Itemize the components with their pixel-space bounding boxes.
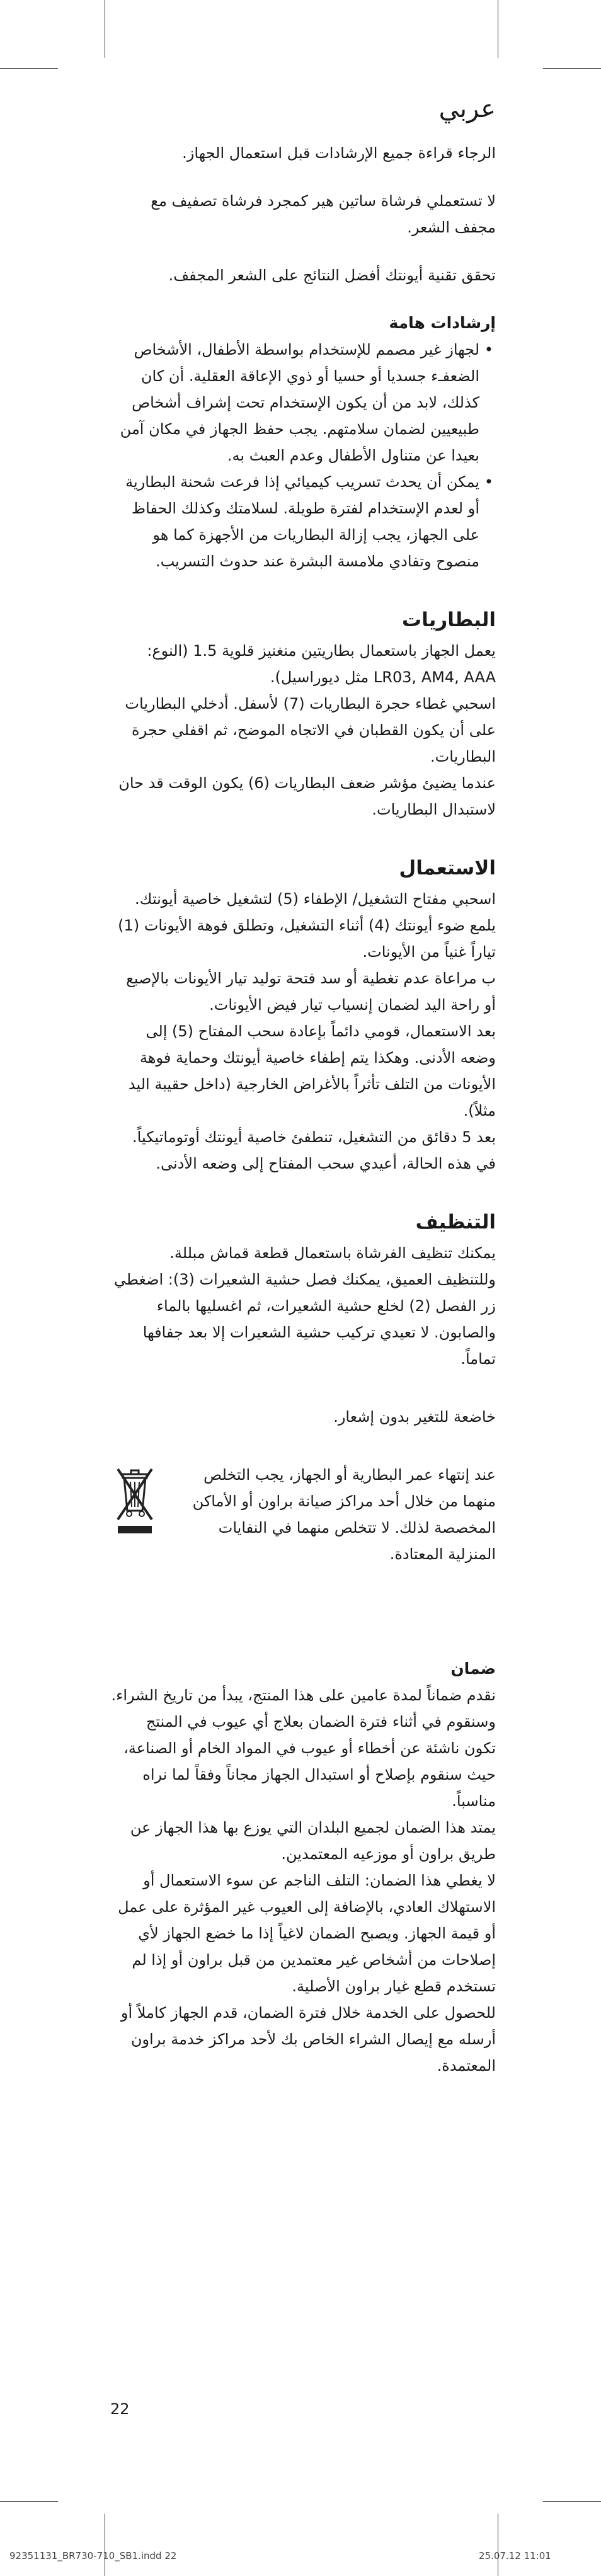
warranty-heading: ضمان	[450, 1659, 496, 1678]
batteries-paragraph: اسحبي غطاء حجرة البطاريات (7) لأسفل. أدخلي البطاريات على أن يكون القطبان في الاتجاه الموضح، ثم اقفلي حجرة البطاريات.	[125, 695, 496, 765]
safety-item: • لجهاز غير مصمم للإستخدام بواسطة الأطفال، الأشخاص الضعفـء جسديا أو حسيا أو ذوي الإعاقة العقلية. أن كان كذلك، لابد من أن يكون الإستخدام تحت إشراف أشخاص طبيعيين لضمان سلامتهم. يجب حفظ الجهاز في مكان آمن بعيدا عن متناول الأطفال وعدم العبث به.	[110, 336, 479, 469]
usage-paragraph: بعد 5 دقائق من التشغيل، تنطفئ خاصية أيونتك أوتوماتيكياً. في هذه الحالة، أعيدي سحب المفتاح إلى وضعه الأدنى.	[132, 1128, 496, 1172]
disposal-text: عند إنتهاء عمر البطارية أو الجهاز، يجب التخلص منهما من خلال أحد مراكز صيانة براون أو الأماكن المخصصة لذلك. لا تتخلص منهما في النفايات المنزلية المعتادة.	[192, 1466, 496, 1563]
warranty-paragraph: لا يغطي هذا الضمان: التلف الناجم عن سوء الاستعمال أو الاستهلاك العادي، بالإضافة إلى العيوب غير المؤثرة على عمل أو قيمة الجهاز. ويصبح الضمان لاغياً إذا ما خضع الجهاز لأي إصلاحات من أشخاص غير معتمدين من قبل براون أو إذا لم تستخدم قطع غيار براون الأصلية.	[118, 1872, 496, 1995]
safety-heading: إرشادات هامة	[389, 314, 496, 332]
footer-file-info: 92351131_BR730-710_SB1.indd 22	[9, 2550, 177, 2562]
batteries-paragraph: يعمل الجهاز باستعمال بطاريتين منغنيز قلوية 1.5 (النوع: LR03, AM4, AAA مثل ديوراسيل).	[147, 642, 496, 686]
notice-text: خاضعة للتغير بدون إشعار.	[333, 1408, 496, 1426]
intro-paragraph: لا تستعملي فرشاة ساتين هير كمجرد فرشاة تصفيف مع مجفف الشعر.	[151, 192, 496, 236]
warranty-paragraph: نقدم ضماناً لمدة عامين على هذا المنتج، يبدأ من تاريخ الشراء. وسنقوم في أثناء فترة الضمان بعلاج أي عيوب في المنتج تكون ناشئة عن أخطاء أو عيوب في المواد الخام أو الصناعة، حيث سنقوم بإصلاح أو استبدال الجهاز مجاناً وفقاً لما نراه مناسباً.	[111, 1686, 496, 1810]
language-title: عربي	[438, 94, 496, 123]
crop-mark	[0, 2501, 58, 2502]
crop-mark	[0, 68, 58, 69]
safety-list	[110, 336, 496, 575]
warranty-paragraph: للحصول على الخدمة خلال فترة الضمان، قدم الجهاز كاملاً أو أرسله مع إيصال الشراء الخاص بك لأحد مراكز خدمة براون المعتمدة.	[120, 2004, 496, 2075]
intro-paragraph: الرجاء قراءة جميع الإرشادات قبل استعمال الجهاز.	[182, 144, 496, 162]
usage-heading: الاستعمال	[399, 857, 496, 879]
batteries-paragraph: عندما يضيئ مؤشر ضعف البطاريات (6) يكون الوقت قد حان لاستبدال البطاريات.	[118, 774, 496, 818]
page-number: 22	[110, 2400, 130, 2418]
footer-date: 25.07.12 11:01	[479, 2550, 551, 2562]
crop-mark	[543, 68, 601, 69]
cleaning-paragraph: يمكنك تنظيف الفرشاة باستعمال قطعة قماش مبللة. وللتنظيف العميق، يمكنك فصل حشية الشعيرات (3): اضغطي زر الفصل (2) لخلع حشية الشعيرات، ثم اغسليها بالماء والصابون. لا تعيدي تركيب حشية الشعيرات إلا بعد جفافها تماماً.	[113, 1244, 496, 1368]
crossed-out-bin-icon	[110, 1467, 159, 1536]
disposal-section	[110, 1462, 496, 1567]
batteries-heading: البطاريات	[401, 609, 496, 631]
warranty-paragraph: يمتد هذا الضمان لجميع البلدان التي يوزع بها هذا الجهاز عن طريق براون أو موزعيه المعتمدين.	[130, 1819, 496, 1863]
usage-paragraph: بعد الاستعمال، قومي دائماً بإعادة سحب المفتاح (5) إلى وضعه الأدنى. وهكذا يتم إطفاء خاصية أيونتك وحماية فوهة الأيونات من التلف تأثراً بالأغراض الخارجية (داخل حقيبة اليد مثلاً).	[128, 1022, 496, 1119]
document-body	[110, 94, 496, 2079]
usage-paragraph: اسحبي مفتاح التشغيل/ الإطفاء (5) لتشغيل خاصية أيونتك. يلمع ضوء أيونتك (4) أثناء التشغيل، وتطلق فوهة الأيونات (1) تياراً غنياً من الأيونات.	[118, 890, 496, 961]
safety-item: • يمكن أن يحدث تسريب كيميائي إذا فرعت شحنة البطارية أو لعدم الإستخدام لفترة طويلة. لسلامتك وكذلك الحفاظ على الجهاز، يجب إزالة البطاريات من الأجهزة كما هو منصوح وتفادي ملامسة البشرة عند حدوث التسريب.	[110, 469, 479, 575]
intro-paragraph: تحقق تقنية أيونتك أفضل النتائج على الشعر المجفف.	[168, 266, 496, 284]
crop-mark	[543, 2501, 601, 2502]
cleaning-heading: التنظيف	[415, 1211, 496, 1234]
usage-paragraph: ب مراعاة عدم تغطية أو سد فتحة توليد تيار الأيونات بالإصبع أو راحة اليد لضمان إنسياب تيار فيض الأيونات.	[126, 970, 496, 1014]
